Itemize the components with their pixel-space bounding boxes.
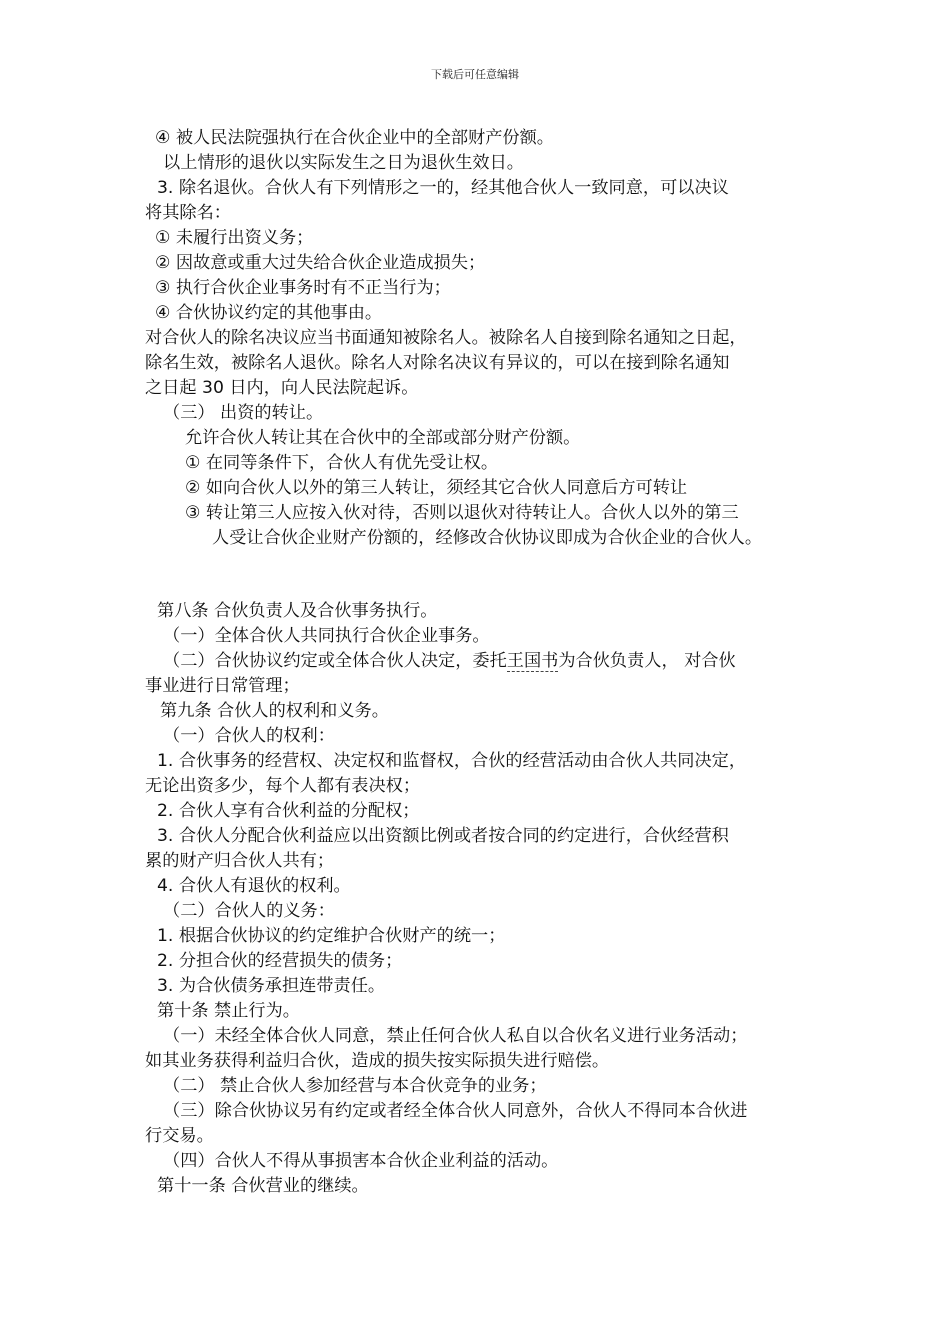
text-line: （三）除合伙协议另有约定或者经全体合伙人同意外，合伙人不得同本合伙进 xyxy=(163,1101,748,1121)
text-span: （二）合伙协议约定或全体合伙人决定，委托 xyxy=(163,651,507,671)
text-line: ① 未履行出资义务； xyxy=(155,228,314,248)
text-line: 4. 合伙人有退伙的权利。 xyxy=(157,876,351,896)
text-line: 2. 分担合伙的经营损失的债务； xyxy=(157,951,403,971)
text-line: 人受让合伙企业财产份额的，经修改合伙协议即成为合伙企业的合伙人。 xyxy=(212,528,763,548)
text-span: 为合伙负责人， 对合伙 xyxy=(558,651,736,671)
text-line: ② 因故意或重大过失给合伙企业造成损失； xyxy=(155,253,486,273)
text-line: 将其除名： xyxy=(145,203,231,223)
text-line: （一）全体合伙人共同执行合伙企业事务。 xyxy=(163,626,490,646)
text-line: ③ 执行合伙企业事务时有不正当行为； xyxy=(155,278,451,298)
text-line: 之日起 30 日内，向人民法院起诉。 xyxy=(145,378,419,398)
text-line: 除名生效，被除名人退伙。除名人对除名决议有异议的，可以在接到除名通知 xyxy=(145,353,730,373)
text-line: 如其业务获得利益归合伙，造成的损失按实际损失进行赔偿。 xyxy=(145,1051,610,1071)
text-line: 对合伙人的除名决议应当书面通知被除名人。被除名人自接到除名通知之日起， xyxy=(145,328,747,348)
text-line: （三） 出资的转让。 xyxy=(163,403,324,423)
text-line: 第八条 合伙负责人及合伙事务执行。 xyxy=(157,601,438,621)
text-line: 1. 根据合伙协议的约定维护合伙财产的统一； xyxy=(157,926,506,946)
text-line: （二） 禁止合伙人参加经营与本合伙竞争的业务； xyxy=(163,1076,547,1096)
text-line: 允许合伙人转让其在合伙中的全部或部分财产份额。 xyxy=(185,428,581,448)
text-line: 1. 合伙事务的经营权、决定权和监督权，合伙的经营活动由合伙人共同决定， xyxy=(157,751,747,771)
text-line: ④ 合伙协议约定的其他事由。 xyxy=(155,303,383,323)
text-line: （一）未经全体合伙人同意，禁止任何合伙人私自以合伙名义进行业务活动； xyxy=(163,1026,748,1046)
text-line: 第十条 禁止行为。 xyxy=(157,1001,300,1021)
text-line: 第十一条 合伙营业的继续。 xyxy=(157,1176,369,1196)
text-line: （一）合伙人的权利： xyxy=(163,726,335,746)
text-line: ③ 转让第三人应按入伙对待，否则以退伙对待转让人。合伙人以外的第三 xyxy=(185,503,739,523)
page-header: 下载后可任意编辑 xyxy=(431,68,519,81)
text-line: 行交易。 xyxy=(145,1126,214,1146)
text-line: ① 在同等条件下，合伙人有优先受让权。 xyxy=(185,453,499,473)
text-line: 事业进行日常管理； xyxy=(145,676,300,696)
responsible-person-name: 王国书 xyxy=(506,651,559,671)
text-line: 以上情形的退伙以实际发生之日为退伙生效日。 xyxy=(163,153,524,173)
text-line: （二）合伙人的义务： xyxy=(163,901,335,921)
text-line: 3. 除名退伙。合伙人有下列情形之一的，经其他合伙人一致同意，可以决议 xyxy=(157,178,729,198)
text-line: ② 如向合伙人以外的第三人转让，须经其它合伙人同意后方可转让 xyxy=(185,478,688,498)
text-line: 3. 为合伙债务承担连带责任。 xyxy=(157,976,386,996)
text-line: ④ 被人民法院强执行在合伙企业中的全部财产份额。 xyxy=(155,128,554,148)
text-line: 3. 合伙人分配合伙利益应以出资额比例或者按合同的约定进行，合伙经营积 xyxy=(157,826,729,846)
text-line: 累的财产归合伙人共有； xyxy=(145,851,335,871)
text-line: （四）合伙人不得从事损害本合伙企业利益的活动。 xyxy=(163,1151,559,1171)
text-line: 无论出资多少，每个人都有表决权； xyxy=(145,776,421,796)
text-line xyxy=(163,649,736,673)
text-line: 2. 合伙人享有合伙利益的分配权； xyxy=(157,801,420,821)
text-line: 第九条 合伙人的权利和义务。 xyxy=(160,701,389,721)
